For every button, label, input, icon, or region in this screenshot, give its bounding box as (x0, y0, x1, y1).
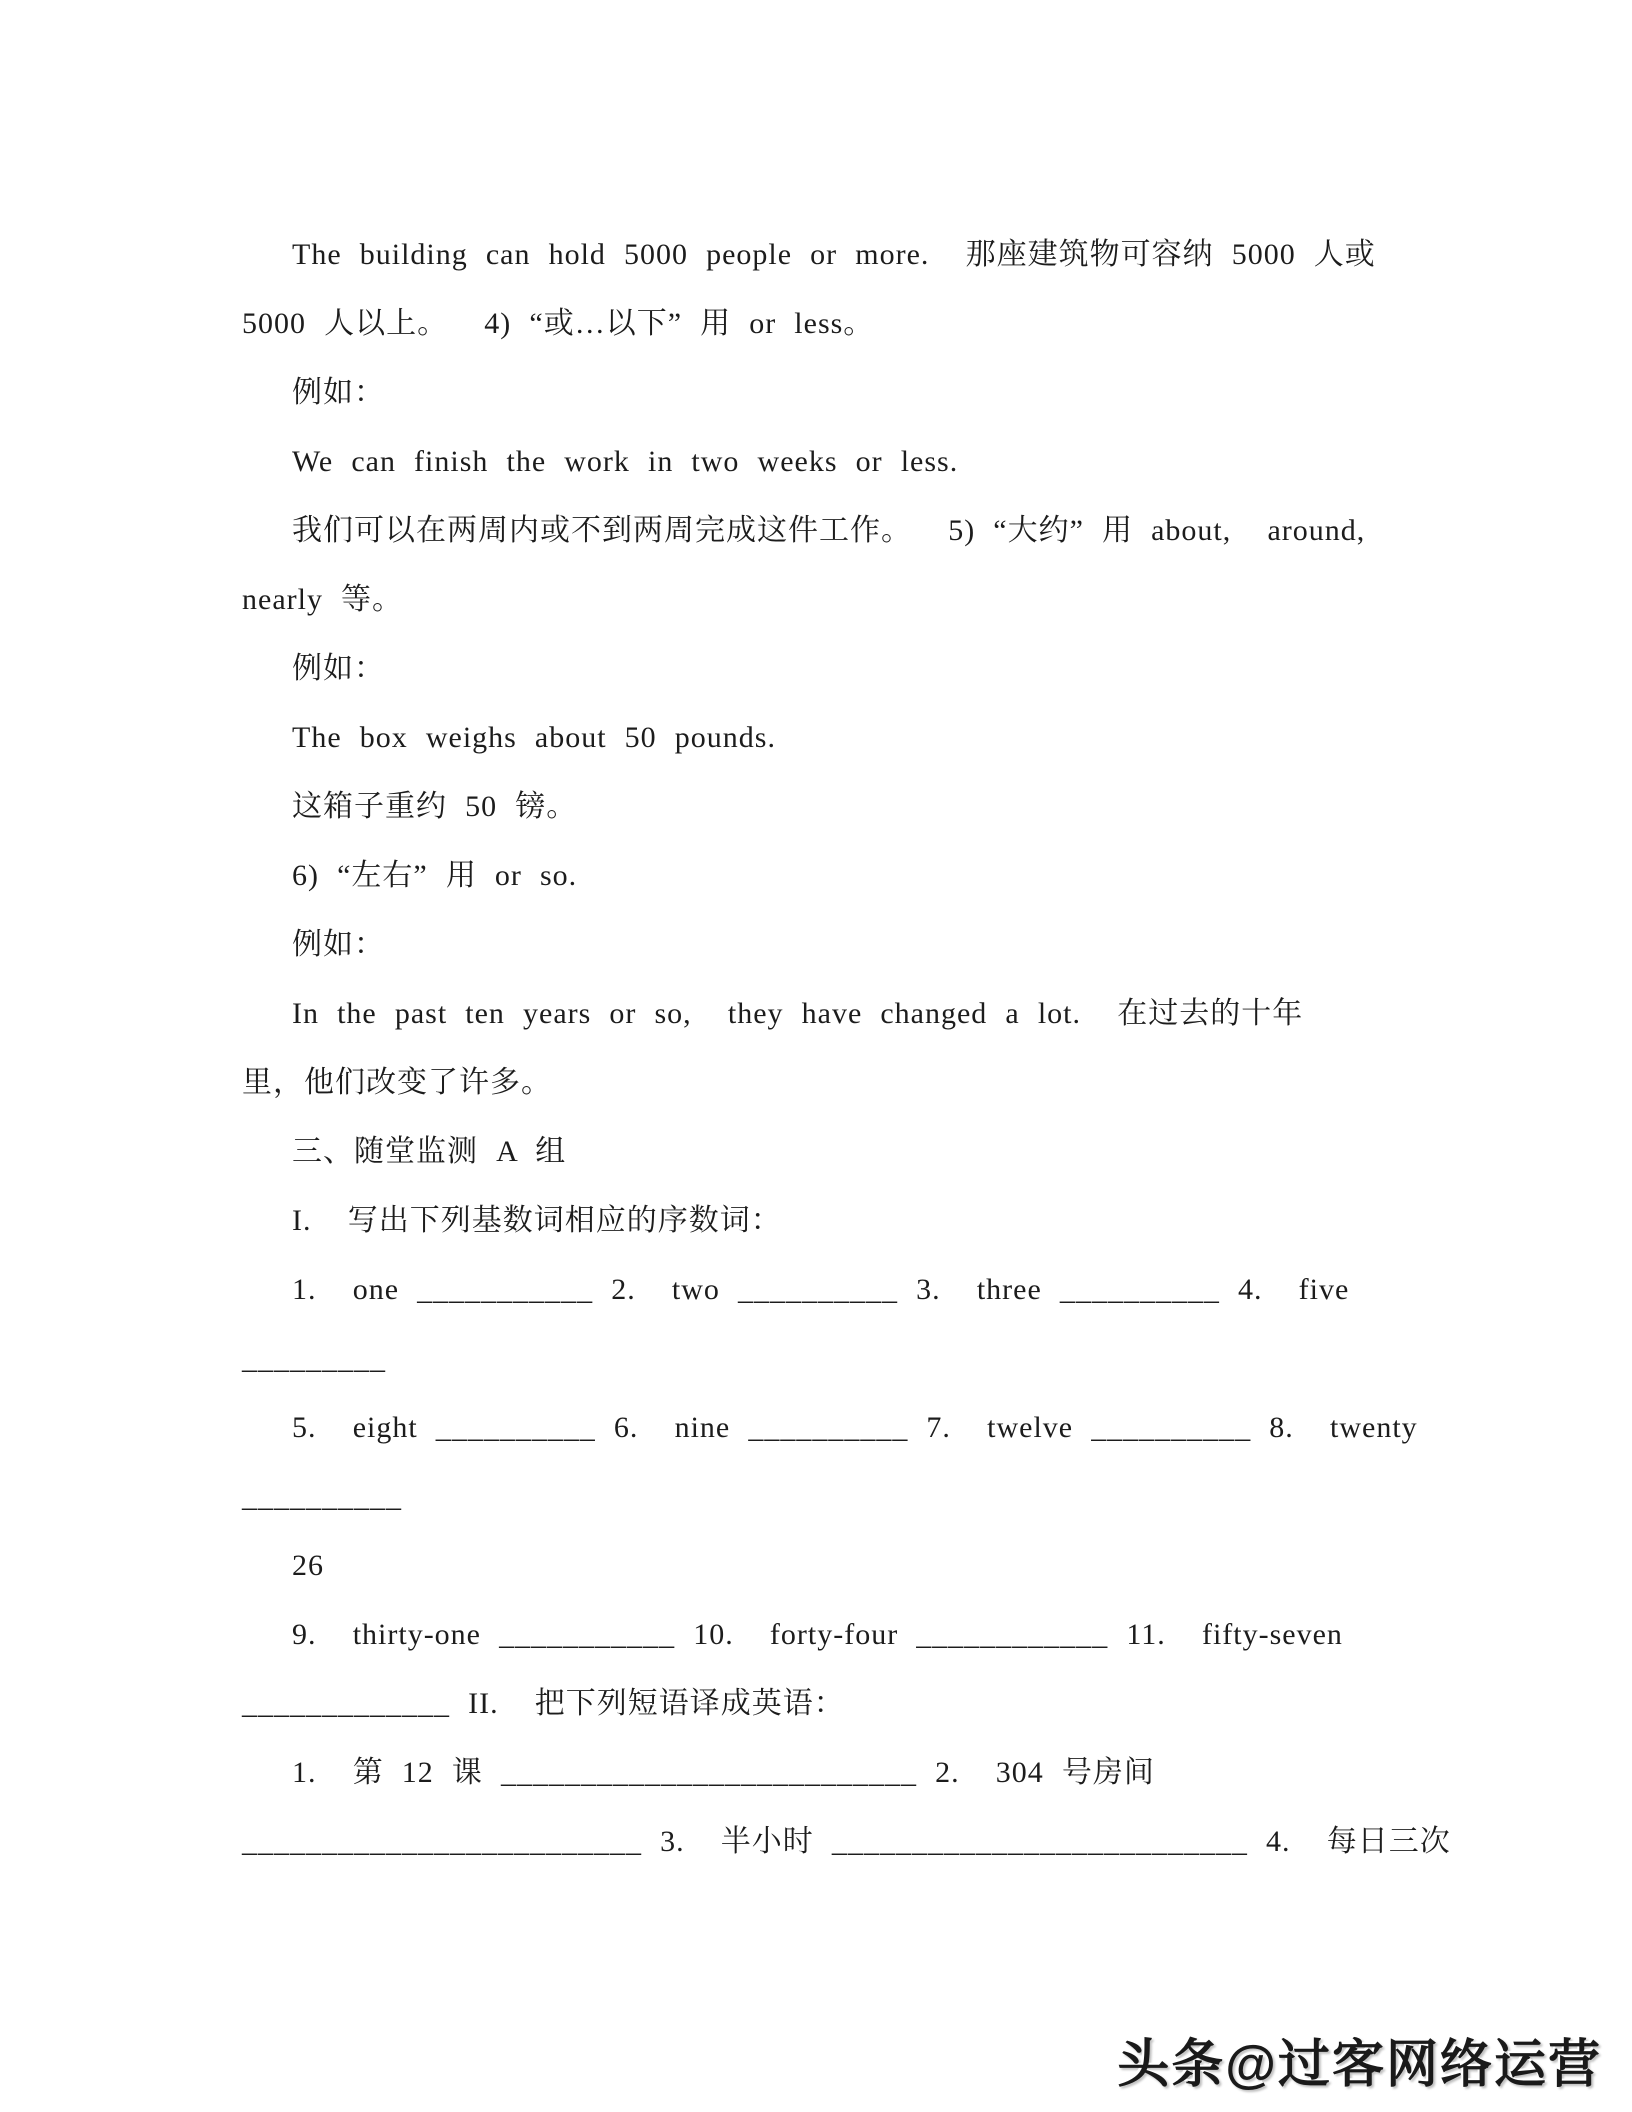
text-line: _________________________ 3. 半小时 __________________________ 4. 每日三次 (242, 1825, 1451, 1858)
text-line: 9. thirty-one ___________ 10. forty-four ____________ 11. fifty-seven (292, 1618, 1343, 1651)
text-line: 6) “左右” 用 or so. (292, 859, 578, 892)
text-line: 里，他们改变了许多。 (242, 1066, 552, 1099)
text-line: 例如： (292, 652, 385, 685)
text-line: 三、随堂监测 A 组 (292, 1135, 567, 1168)
text-line: We can finish the work in two weeks or less. (292, 445, 959, 478)
text-line: The box weighs about 50 pounds. (292, 721, 776, 754)
text-line: In the past ten years or so, they have changed a lot. 在过去的十年 (292, 997, 1304, 1030)
text-line: 5. eight __________ 6. nine __________ 7. twelve __________ 8. twenty (292, 1411, 1418, 1444)
text-line: 这箱子重约 50 镑。 (292, 790, 578, 823)
text-line: 1. 第 12 课 __________________________ 2. 304 号房间 (292, 1756, 1155, 1789)
watermark: 头条@过客网络运营 (1117, 2036, 1602, 2094)
text-line: _________ (242, 1342, 386, 1375)
text-line: 1. one ___________ 2. two __________ 3. three __________ 4. five (292, 1273, 1350, 1306)
text-line: 我们可以在两周内或不到两周完成这件工作。 5) “大约” 用 about, around, (292, 514, 1366, 547)
text-line: The building can hold 5000 people or more. 那座建筑物可容纳 5000 人或 (292, 238, 1376, 271)
document-body (242, 220, 1451, 1876)
text-line: 例如： (292, 928, 385, 961)
text-line: _____________ II. 把下列短语译成英语： (242, 1687, 845, 1720)
text-line: 26 (292, 1549, 324, 1582)
text-line: __________ (242, 1480, 402, 1513)
text-line: 5000 人以上。 4) “或…以下” 用 or less。 (242, 307, 875, 340)
text-line: nearly 等。 (242, 583, 404, 616)
text-line: 例如： (292, 376, 385, 409)
text-line: I. 写出下列基数词相应的序数词： (292, 1204, 782, 1237)
